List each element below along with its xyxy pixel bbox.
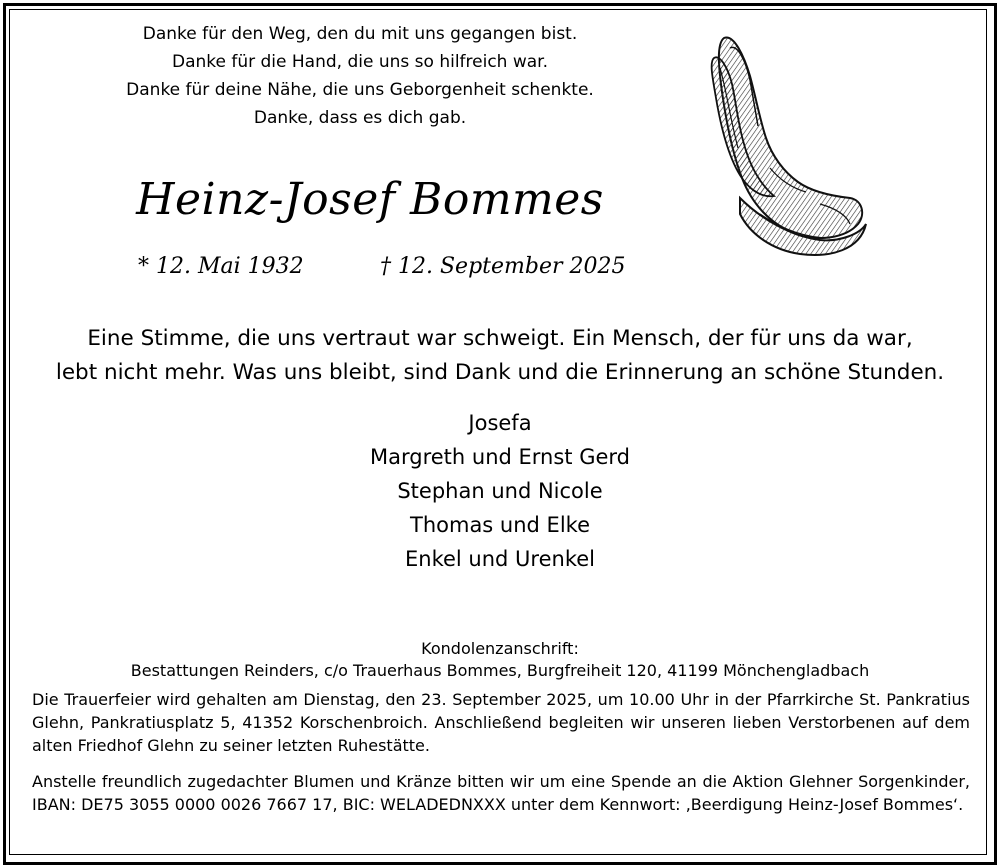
death-date: † 12. September 2025 [380,254,626,279]
condolence-label: Kondolenzanschrift: [421,639,579,658]
mourner: Margreth und Ernst Gerd [370,445,630,469]
quote-line: lebt nicht mehr. Was uns bleibt, sind Dank und die Erinnerung an schöne Stunden. [55,360,945,385]
poem [60,20,660,132]
poem-line: Danke für die Hand, die uns so hilfreich war. [171,52,549,72]
mourner: Stephan und Nicole [397,479,603,503]
poem-line: Danke für deine Nähe, die uns Geborgenheit schenkte. [126,80,594,100]
poem-line: Danke, dass es dich gab. [253,108,467,128]
deceased-name: Heinz-Josef Bommes [136,174,604,225]
donation-info: Anstelle freundlich zugedachter Blumen und Kränze bitten wir um eine Spende an die Aktion Glehner Sorgenkinder, IBAN: DE75 3055 0000 0026 7667 17, BIC: WELADEDNXXX unter dem Kennwort: ‚Beerdigung Heinz-Josef Bommes‘. [32,772,970,814]
funeral-info: Die Trauerfeier wird gehalten am Dienstag, den 23. September 2025, um 10.00 Uhr in der Pfarrkirche St. Pankratius Glehn, Pankratiusplatz 5, 41352 Korschenbroich. Anschließend begleiten wir unseren lieben Verstorbenen auf dem alten Friedhof Glehn zu seiner letzten Ruhestätte. [32,690,970,755]
mourners-list [300,406,700,576]
quote-line: Eine Stimme, die uns vertraut war schweigt. Ein Mensch, der für uns da war, [87,326,913,351]
mourner: Enkel und Urenkel [405,547,595,571]
condolence-address-line: Bestattungen Reinders, c/o Trauerhaus Bommes, Burgfreiheit 120, 41199 Mönchengladbach [130,661,870,680]
birth-date: * 12. Mai 1932 [138,254,304,279]
poem-line: Danke für den Weg, den du mit uns gegangen bist. [142,24,578,44]
mourner: Josefa [468,411,532,435]
condolence-address [20,638,980,682]
praying-hands-icon [700,28,870,260]
memorial-quote [20,322,980,390]
mourner: Thomas und Elke [410,513,590,537]
